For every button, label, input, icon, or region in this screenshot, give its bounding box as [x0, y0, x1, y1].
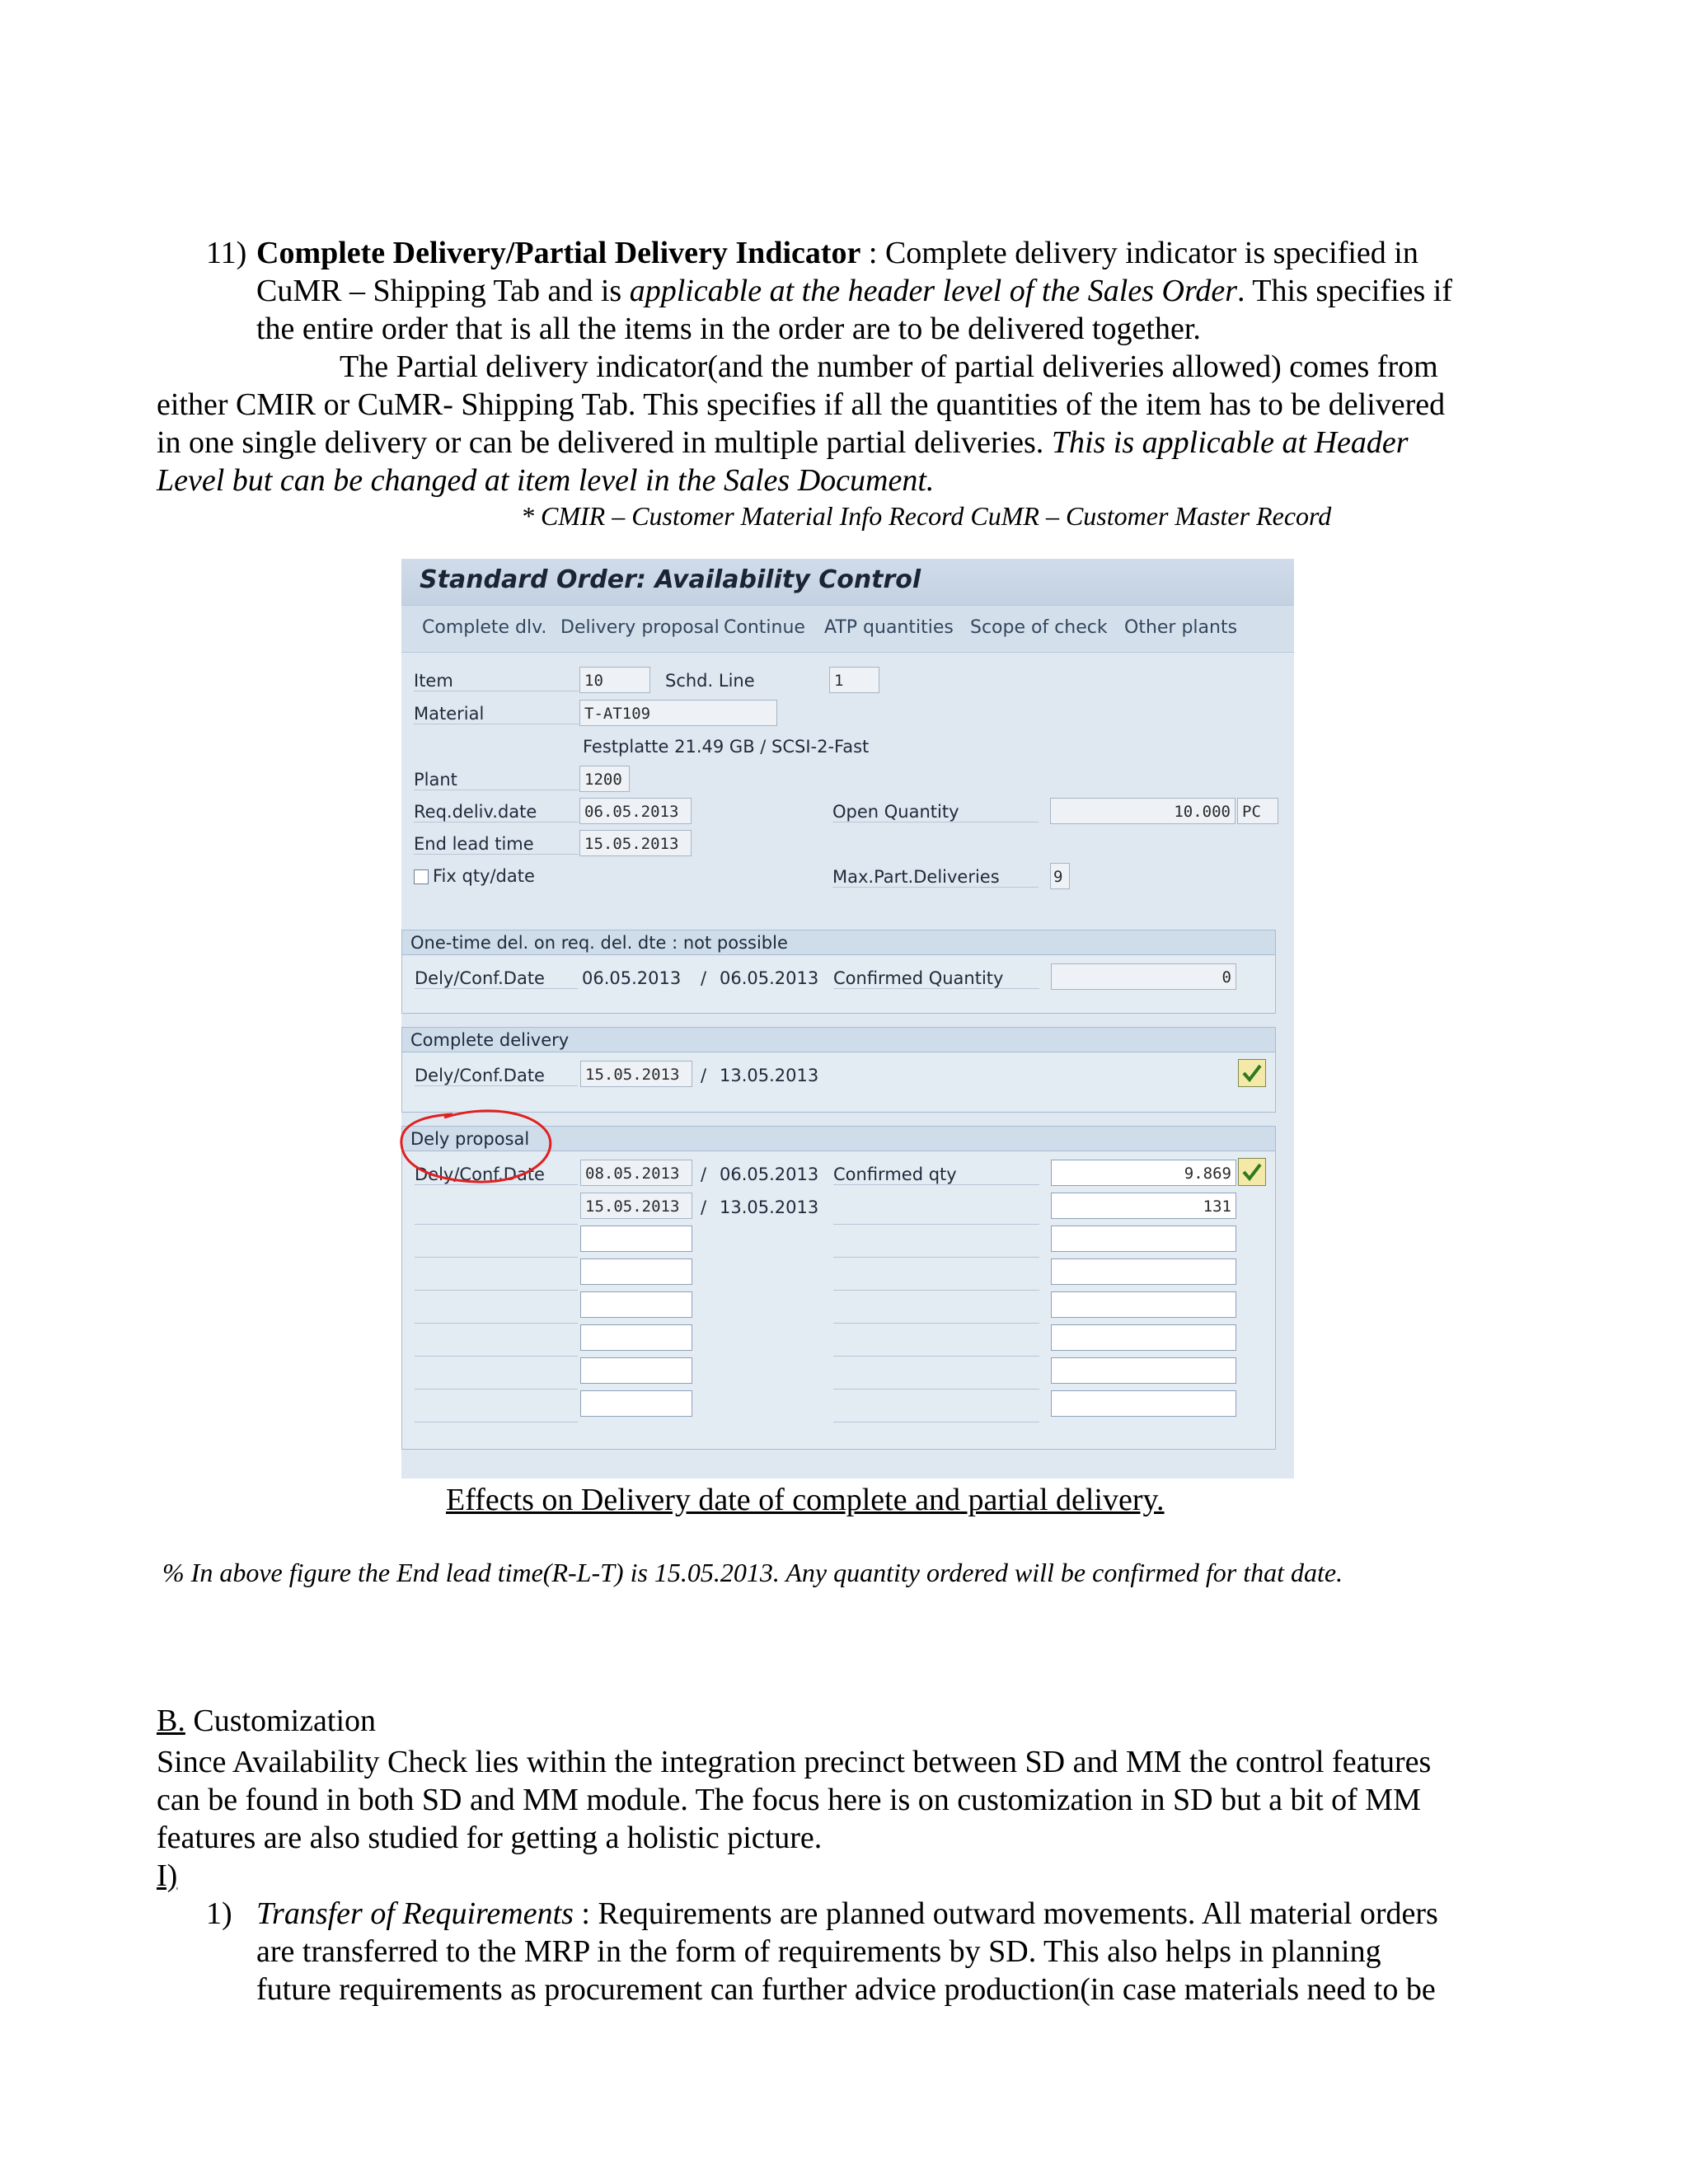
- proposal-delivery-date-field[interactable]: 15.05.2013: [580, 1193, 692, 1219]
- row-divider: [833, 1356, 1039, 1357]
- empty-qty-field[interactable]: [1051, 1324, 1236, 1351]
- figure-note: % In above figure the End lead time(R-L-T) is 15.05.2013. Any quantity ordered will be confirmed for that date.: [162, 1558, 1343, 1587]
- empty-date-field[interactable]: [580, 1390, 692, 1417]
- confirmed-quantity-field[interactable]: 0: [1051, 963, 1236, 990]
- empty-qty-field[interactable]: [1051, 1226, 1236, 1252]
- item-label: Item: [414, 671, 579, 691]
- paragraph-line: either CMIR or CuMR- Shipping Tab. This specifies if all the quantities of the item has to be delivered: [157, 387, 1446, 422]
- open-quantity-label: Open Quantity: [832, 802, 1039, 823]
- paragraph-line: are transferred to the MRP in the form of requirements by SD. This also helps in planning: [256, 1934, 1381, 1969]
- checkmark-icon[interactable]: [1238, 1059, 1266, 1087]
- dely-conf-date-label: Dely/Conf.Date: [415, 1066, 578, 1086]
- proposal-confirmation-date: 13.05.2013: [720, 1197, 819, 1217]
- empty-date-field[interactable]: [580, 1226, 692, 1252]
- row-divider: [415, 1323, 578, 1324]
- schd-line-field[interactable]: 1: [829, 667, 879, 693]
- row-divider: [415, 1290, 578, 1291]
- sap-availability-window: [401, 559, 1294, 1479]
- row-divider: [415, 1389, 578, 1390]
- group-header: Complete delivery: [402, 1028, 1275, 1052]
- delivery-proposal-button[interactable]: Delivery proposal: [560, 617, 720, 638]
- material-description: Festplatte 21.49 GB / SCSI-2-Fast: [583, 737, 870, 757]
- delivery-date-field[interactable]: 15.05.2013: [580, 1061, 692, 1087]
- paragraph-line: CuMR – Shipping Tab and is applicable at the header level of the Sales Order. This specifies if: [256, 274, 1453, 308]
- paragraph-line: in one single delivery or can be delivered in multiple partial deliveries. This is applicable at Header: [157, 425, 1409, 460]
- end-lead-time-label: End lead time: [414, 834, 579, 855]
- empty-date-field[interactable]: [580, 1357, 692, 1384]
- empty-date-field[interactable]: [580, 1258, 692, 1285]
- dely-conf-date-label: Dely/Conf.Date: [415, 1165, 578, 1185]
- item-title: Complete Delivery/Partial Delivery Indicator: [256, 236, 861, 270]
- row-divider: [833, 1290, 1039, 1291]
- proposal-confirmation-date: 06.05.2013: [720, 1165, 819, 1184]
- confirmed-quantity-label: Confirmed Quantity: [833, 968, 1039, 989]
- atp-quantities-button[interactable]: ATP quantities: [824, 617, 954, 638]
- continue-button[interactable]: Continue: [724, 617, 805, 638]
- open-quantity-field[interactable]: 10.000: [1050, 798, 1236, 824]
- max-part-deliveries-field[interactable]: 9: [1050, 863, 1070, 889]
- toolbar: [401, 605, 1294, 653]
- checkmark-icon[interactable]: [1238, 1158, 1266, 1186]
- item-field[interactable]: 10: [579, 667, 650, 693]
- paragraph-line: Level but can be changed at item level in the Sales Document.: [157, 463, 935, 498]
- date-separator: /: [701, 1165, 707, 1184]
- empty-qty-field[interactable]: [1051, 1357, 1236, 1384]
- confirmation-date: 06.05.2013: [720, 968, 819, 988]
- paragraph-line: Complete Delivery/Partial Delivery Indicator : Complete delivery indicator is specified in: [256, 236, 1418, 270]
- empty-qty-field[interactable]: [1051, 1258, 1236, 1285]
- plant-field[interactable]: 1200: [579, 766, 630, 792]
- paragraph-line: the entire order that is all the items in the order are to be delivered together.: [256, 312, 1201, 346]
- paragraph-line: future requirements as procurement can further advice production(in case materials need to be: [256, 1972, 1436, 2007]
- date-separator: /: [701, 1066, 707, 1085]
- material-label: Material: [414, 704, 579, 724]
- proposal-delivery-date-field[interactable]: 08.05.2013: [580, 1160, 692, 1186]
- max-part-deliveries-label: Max.Part.Deliveries: [832, 867, 1039, 888]
- section-heading: B. Customization: [157, 1704, 377, 1738]
- paragraph-line: Transfer of Requirements : Requirements are planned outward movements. All material orders: [256, 1896, 1438, 1931]
- paragraph-line: The Partial delivery indicator(and the number of partial deliveries allowed) comes from: [340, 349, 1438, 384]
- group-header: Dely proposal: [402, 1127, 1275, 1151]
- paragraph-line: features are also studied for getting a holistic picture.: [157, 1821, 823, 1855]
- footnote: * CMIR – Customer Material Info Record CuMR – Customer Master Record: [521, 501, 1332, 531]
- fix-qty-date-label: Fix qty/date: [433, 866, 535, 886]
- one-time-delivery-group: [401, 930, 1276, 1014]
- row-divider: [833, 1257, 1039, 1258]
- list-number: 1): [206, 1896, 232, 1931]
- plant-label: Plant: [414, 770, 579, 790]
- complete-dlv-button[interactable]: Complete dlv.: [422, 617, 547, 638]
- end-lead-time-field[interactable]: 15.05.2013: [579, 830, 692, 856]
- row-divider: [415, 1257, 578, 1258]
- dely-conf-date-label: Dely/Conf.Date: [415, 968, 578, 989]
- other-plants-button[interactable]: Other plants: [1124, 617, 1238, 638]
- subsection-numeral: I): [157, 1858, 178, 1893]
- req-deliv-date-field[interactable]: 06.05.2013: [579, 798, 692, 824]
- row-divider: [833, 1389, 1039, 1390]
- confirmed-qty-field[interactable]: 9.869: [1051, 1160, 1236, 1186]
- delivery-date: 06.05.2013: [582, 968, 682, 988]
- material-field[interactable]: T-AT109: [579, 700, 777, 726]
- empty-qty-field[interactable]: [1051, 1390, 1236, 1417]
- confirmed-qty-label: Confirmed qty: [833, 1165, 1039, 1185]
- paragraph-line: Since Availability Check lies within the integration precinct between SD and MM the control features: [157, 1745, 1432, 1779]
- date-separator: /: [701, 968, 707, 988]
- group-header: One-time del. on req. del. dte : not possible: [402, 930, 1275, 955]
- confirmation-date: 13.05.2013: [720, 1066, 819, 1085]
- section-letter: B.: [157, 1704, 185, 1738]
- req-deliv-date-label: Req.deliv.date: [414, 802, 579, 823]
- item-title: Transfer of Requirements: [256, 1896, 574, 1931]
- paragraph-line: can be found in both SD and MM module. The focus here is on customization in SD but a bit of MM: [157, 1783, 1421, 1817]
- row-divider: [415, 1356, 578, 1357]
- empty-qty-field[interactable]: [1051, 1291, 1236, 1318]
- window-title-bar: [401, 559, 1294, 605]
- fix-qty-date-checkbox[interactable]: [414, 869, 429, 884]
- row-divider: [833, 1323, 1039, 1324]
- complete-delivery-group: [401, 1027, 1276, 1113]
- confirmed-qty-field[interactable]: 131: [1051, 1193, 1236, 1219]
- unit-field[interactable]: PC: [1237, 798, 1278, 824]
- figure-caption: Effects on Delivery date of complete and partial delivery.: [446, 1483, 1165, 1517]
- list-number: 11): [206, 236, 247, 270]
- row-divider: [415, 1224, 578, 1225]
- empty-date-field[interactable]: [580, 1291, 692, 1318]
- red-circle-annotation: [395, 1103, 560, 1193]
- empty-date-field[interactable]: [580, 1324, 692, 1351]
- schd-line-label: Schd. Line: [665, 671, 755, 691]
- window-title: Standard Order: Availability Control: [420, 565, 921, 594]
- row-divider: [833, 1224, 1039, 1225]
- date-separator: /: [701, 1197, 707, 1217]
- scope-of-check-button[interactable]: Scope of check: [970, 617, 1108, 638]
